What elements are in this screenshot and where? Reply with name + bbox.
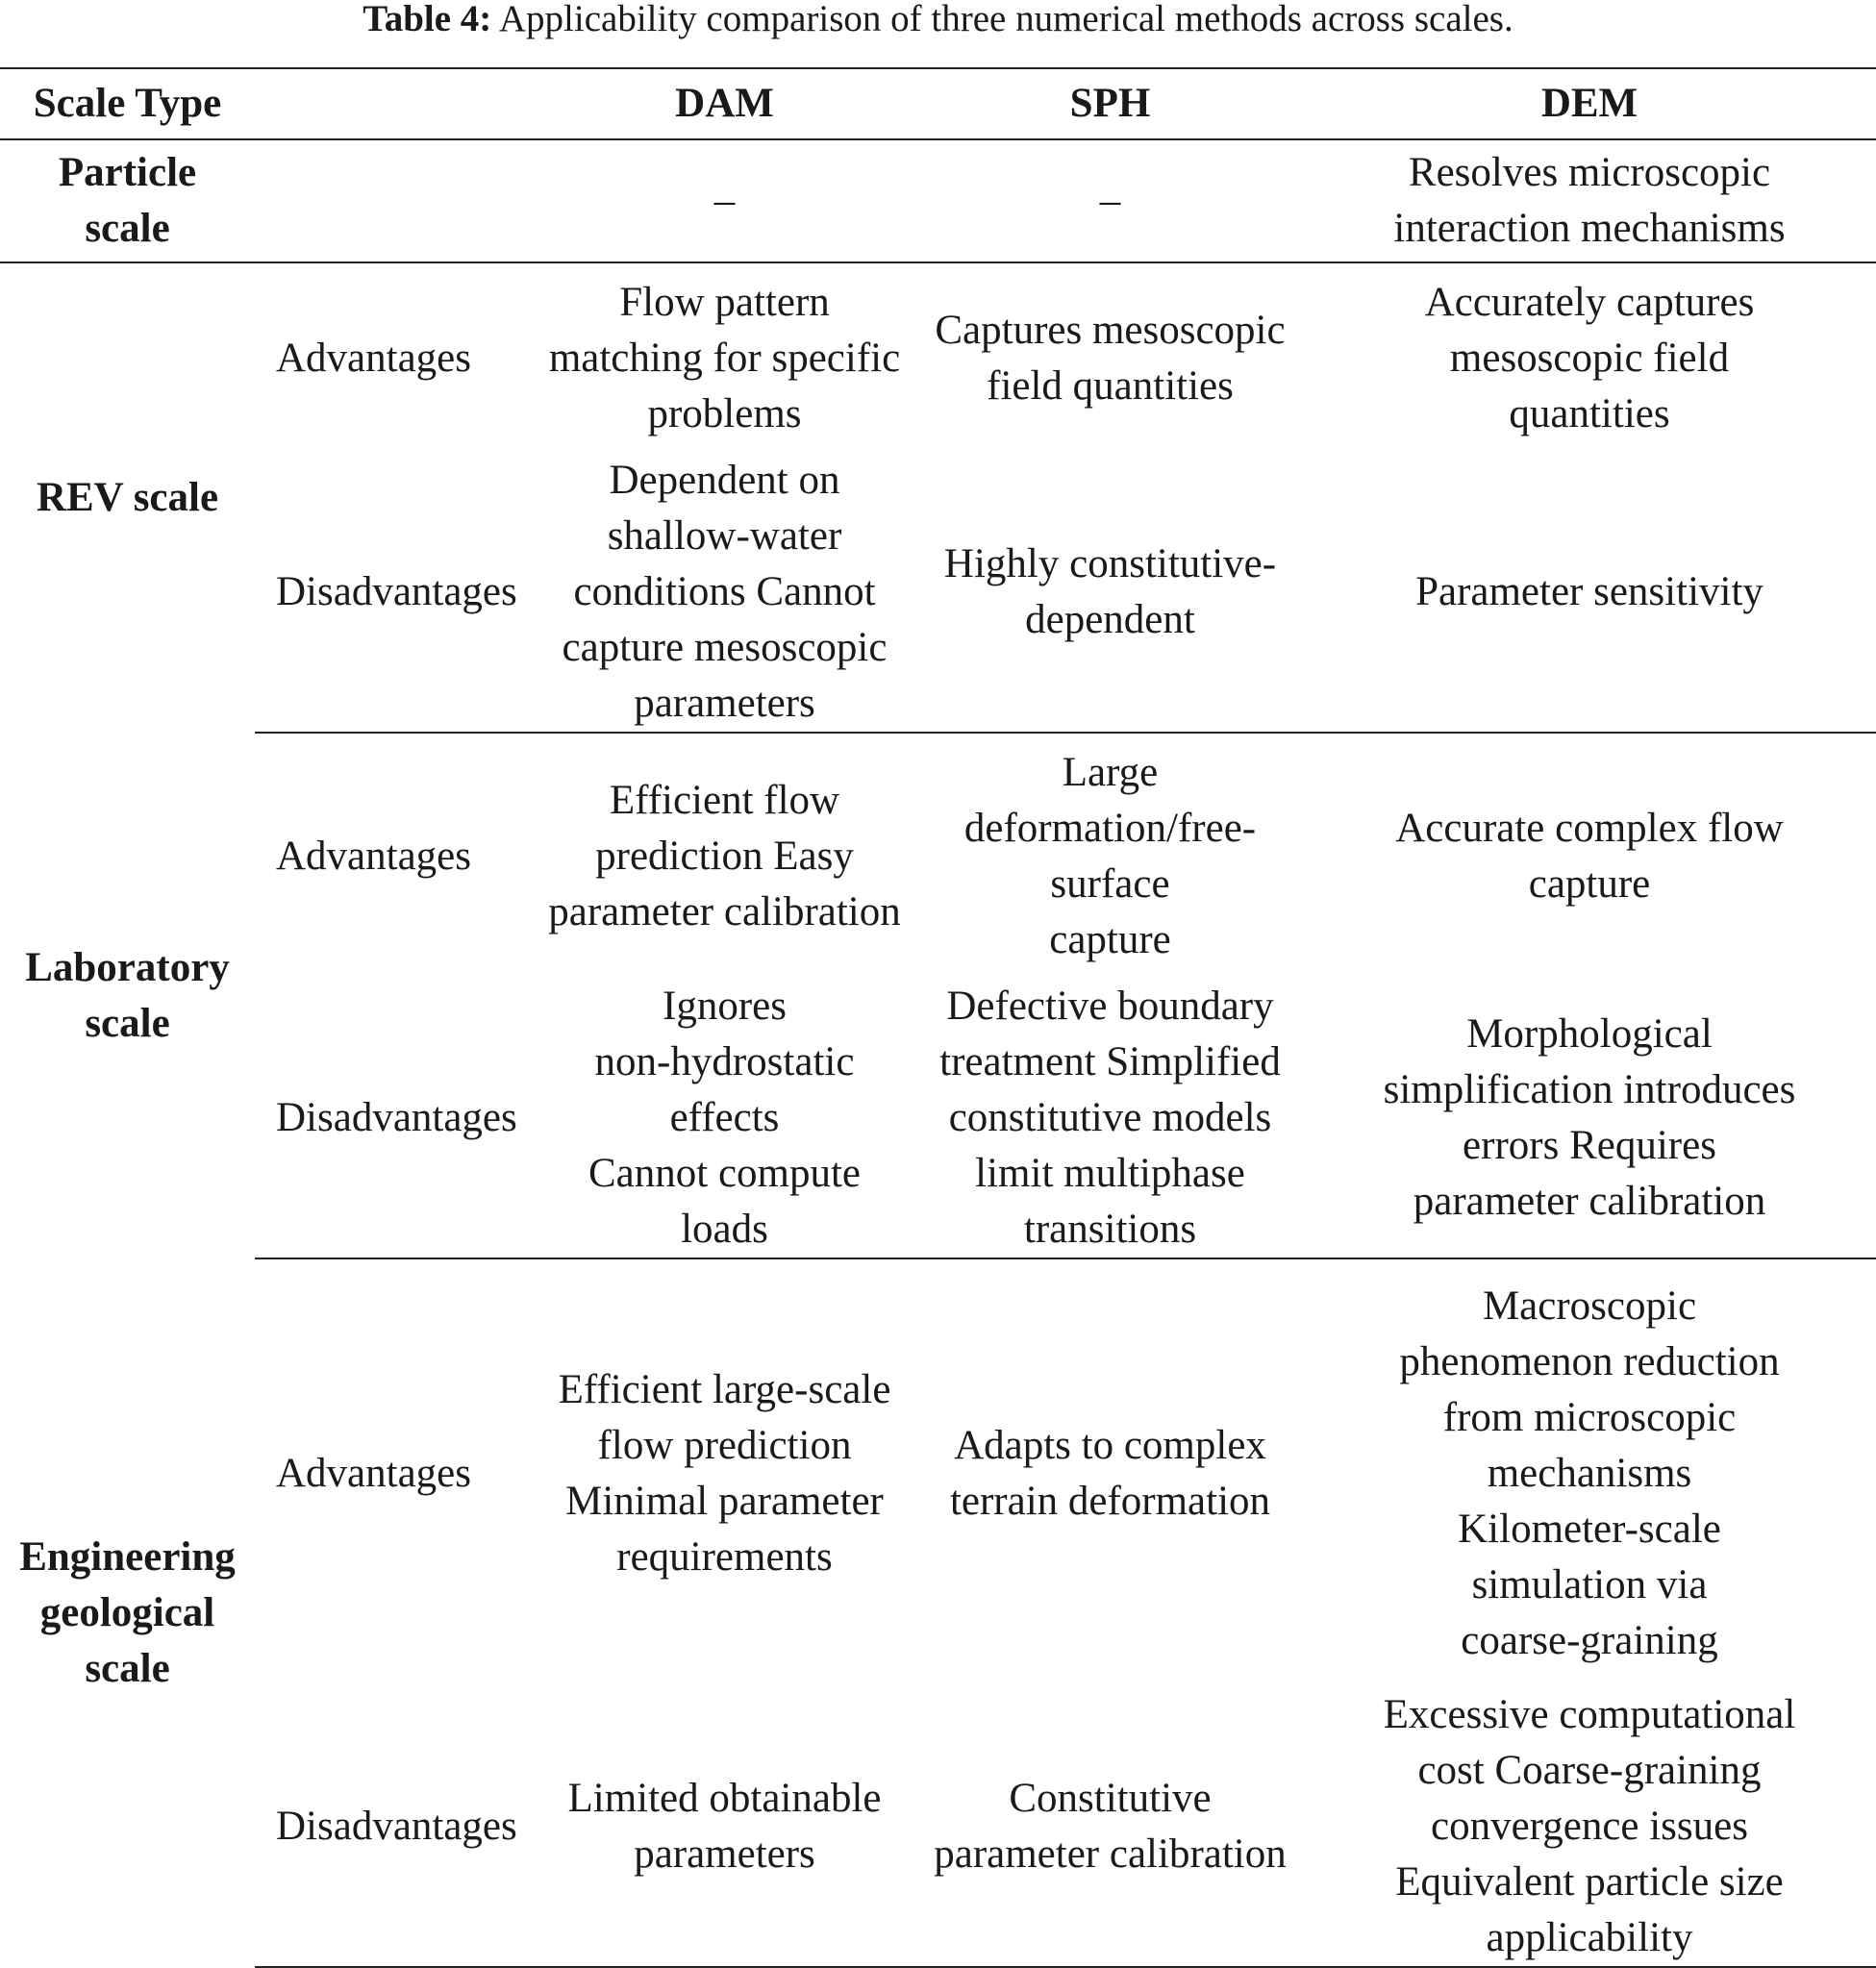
caption-label: Table 4: — [363, 0, 492, 39]
scale-particle: Particle scale — [0, 139, 255, 262]
rev-adv-sph: Captures mesoscopic field quantities — [935, 307, 1286, 409]
lab-disadvantages-label: Disadvantages — [255, 979, 532, 1258]
scale-rev: REV scale — [36, 475, 219, 520]
scale-eng: Engineering geological scale — [19, 1533, 236, 1691]
particle-sub-empty — [255, 139, 532, 262]
header-row — [0, 68, 1876, 139]
header-empty — [255, 68, 532, 139]
row-rev-disadvantages — [0, 453, 1876, 733]
lab-adv-dam: Efficient flow prediction Easy parameter calibration — [548, 777, 901, 934]
table-caption — [0, 0, 1876, 38]
lab-advantages-label: Advantages — [276, 833, 471, 879]
eng-disadvantages-label: Disadvantages — [255, 1687, 532, 1967]
row-eng-advantages — [0, 1258, 1876, 1687]
row-lab-disadvantages — [0, 979, 1876, 1258]
lab-adv-sph: Large deformation/free- surface capture — [963, 749, 1257, 962]
lab-dis-sph: Defective boundary treatment Simplified constitutive models limit multiphase transitions — [917, 979, 1303, 1258]
header-dem: DEM — [1540, 81, 1638, 126]
rev-adv-dam: Flow pattern matching for specific problems — [548, 279, 901, 436]
header-scale-type: Scale Type — [33, 81, 222, 126]
rev-dis-dem: Parameter sensitivity — [1303, 453, 1876, 733]
rev-adv-dem: Accurately captures mesoscopic field quantities — [1424, 279, 1755, 436]
row-rev-advantages — [0, 262, 1876, 453]
lab-dis-dam: Ignores non-hydrostatic effects Cannot compute loads — [532, 979, 917, 1258]
particle-dam: – — [532, 139, 917, 262]
header-dam: DAM — [675, 81, 774, 126]
header-sph: SPH — [1069, 81, 1151, 126]
lab-adv-dem: Accurate complex flow capture — [1395, 805, 1784, 907]
rev-advantages-label: Advantages — [276, 335, 471, 381]
eng-dis-dam: Limited obtainable parameters — [532, 1687, 917, 1967]
comparison-table — [0, 67, 1876, 1968]
scale-lab: Laboratory scale — [25, 944, 230, 1046]
lab-dis-dem: Morphological simplification introduces errors Requires parameter calibration — [1303, 979, 1876, 1258]
particle-dem: Resolves microscopic interaction mechanisms — [1303, 139, 1876, 262]
particle-sph: – — [917, 139, 1303, 262]
caption-text: Applicability comparison of three numerical methods across scales. — [491, 0, 1513, 39]
eng-dis-dem: Excessive computational cost Coarse-graining convergence issues Equivalent particle size applicability — [1303, 1687, 1876, 1967]
row-particle — [0, 139, 1876, 262]
eng-adv-sph: Adapts to complex terrain deformation — [949, 1422, 1271, 1524]
eng-adv-dem: Macroscopic phenomenon reduction from microscopic mechanisms Kilometer-scale simulation via coarse-graining — [1399, 1283, 1780, 1663]
row-lab-advantages — [0, 733, 1876, 979]
eng-advantages-label: Advantages — [276, 1450, 471, 1496]
eng-adv-dam: Efficient large-scale flow prediction Minimal parameter requirements — [558, 1366, 891, 1580]
rev-dis-dam: Dependent on shallow-water conditions Cannot capture mesoscopic parameters — [532, 453, 917, 733]
eng-dis-sph: Constitutive parameter calibration — [917, 1687, 1303, 1967]
rev-dis-sph: Highly constitutive- dependent — [917, 453, 1303, 733]
rev-disadvantages-label: Disadvantages — [255, 453, 532, 733]
row-eng-disadvantages — [0, 1687, 1876, 1967]
